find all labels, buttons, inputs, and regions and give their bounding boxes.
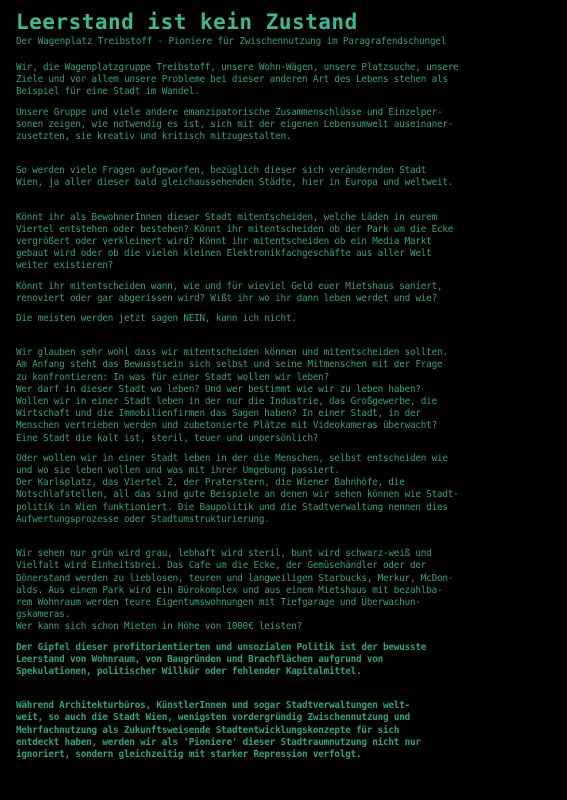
paragraph-vacancy: Der Gipfel dieser profitorientierten und unsozialen Politik ist der bewusste Leerstand von Wohnraum, von Baugründen und Brachflächen aufgrund von Spekulationen, politischer Willkür oder fehlender Kapitalmittel.: [16, 641, 427, 677]
spacer: [16, 526, 556, 548]
spacer: [16, 143, 556, 165]
spacer: [16, 445, 556, 453]
paragraph-pioneers: Während Architekturbüros, KünstlerInnen und sogar Stadtverwaltungen welt- weit, so auch die Stadt Wien, wenigsten vordergründig Zwischennutzung und Mehrfachnutzung als Zukunftsweisende Stadtentwicklungskonzepte für sich entdeckt haben, werden wir als 'Pioniere' dieser Stadtraumnutzung nicht nur ignoriert, sondern gleichzeitig mit starker Repression verfolgt.: [16, 700, 421, 760]
paragraph-group: Unsere Gruppe und viele andere emanzipatorische Zusammenschlüsse und Einzelper- sonen zeigen, wie notwendig es ist, sich mit der eigenen Lebensumwelt auseinaner- zusetzten, sie kreativ und kritisch mitzugestalten.: [16, 106, 454, 143]
spacer: [16, 325, 556, 347]
paragraph-or: Oder wollen wir in einer Stadt leben in der die Menschen, selbst entscheiden wie und wo sie leben wollen und was mit ihrer Umgebung passiert. Der Karlsplatz, das Viertel 2, der Praterstern, die Wiener Bahnhöfe, die Notschlafstellen, all das sind gute Beispiele an denen wir sehen können wie Stadt- politik in Wien funktioniert. Die Baupolitik und die Stadtverwaltung nennen dies Aufwertungsprozesse oder Stadtumstrukturierung.: [16, 452, 459, 525]
spacer: [16, 273, 556, 281]
spacer: [16, 305, 556, 313]
paragraph-decide-shops: Könnt ihr als BewohnerInnen dieser Stadt mitentscheiden, welche Läden in eurem Viertel entstehen oder bestehen? Könnt ihr mitentscheiden ob der Park um die Ecke vergrößert oder verkleinert wird? Könnt ihr mitentscheiden ob ein Media Markt gebaut wird oder ob die vielen kleinen Elektronikfachgeschäfte aus aller Welt weiter existieren?: [16, 211, 454, 272]
page-title: Leerstand ist kein Zustand: [16, 10, 358, 34]
paragraph-intro: Wir, die Wagenplatzgruppe Treibstoff, unsere Wohn-Wägen, unsere Platzsuche, unsere Ziele und vor allem unsere Probleme bei dieser anderen Art des Lebens stehen als Beispiel für eine Stadt im Wandel.: [16, 62, 459, 98]
spacer: [16, 634, 556, 642]
spacer: [16, 190, 556, 212]
spacer: [16, 48, 556, 62]
document-page: [16, 10, 556, 761]
paragraph-green-grey: Wir sehen nur grün wird grau, lebhaft wird steril, bunt wird schwarz-weiß und Vielfalt wird Einheitsbrei. Das Cafe um die Ecke, der Gemüsehändler oder der Dönerstand werden zu lieblosen, teuren und langweiligen Starbucks, Merkur, McDon- alds. Aus einem Park wird ein Bürokomplex und aus einem Mietshaus mit bezahlba- rem Wohnraum werden teure Eigentumswohnungen mit Tiefgarage und Überwachun- gskameras. Wer kann sich schon Mieten in Höhe von 1000€ leisten?: [16, 548, 454, 633]
paragraph-questions: So werden viele Fragen aufgeworfen, bezüglich dieser sich verändernden Stadt Wien, ja aller dieser bald gleichaussehenden Städte, hier in Europa und weltweit.: [16, 165, 454, 189]
spacer: [16, 678, 556, 700]
paragraph-decide-housing: Könnt ihr mitentscheiden wann, wie und für wieviel Geld euer Mietshaus saniert, renoviert oder gar abgerissen wird? Wißt ihr wo ihr dann leben werdet und wie?: [16, 280, 443, 304]
spacer: [16, 99, 556, 107]
paragraph-we-believe: Wir glauben sehr wohl dass wir mitentscheiden können und mitentscheiden sollten. Am Anfang steht das Bewusstsein sich selbst und seine Mitmenschen mit der Frage zu konfrontieren: In was für einer Stadt wollen wir leben? Wer darf in dieser Stadt wo leben? Und wer bestimmt wie wir zu leben haben? Wollen wir in einer Stadt leben in der nur die Industrie, das Großgewerbe, die Wirtschaft und die Immobilienfirmen das Sagen haben? In einer Stadt, in der Menschen vertrieben werden und zubetonierte Plätze mit Videokameras überwacht? Eine Stadt die kalt ist, steril, teuer und unpersönlich?: [16, 347, 448, 444]
paragraph-no: Die meisten werden jetzt sagen NEIN, kann ich nicht.: [16, 313, 297, 325]
page-subtitle: Der Wagenplatz Treibstoff - Pioniere für Zwischennutzung im Paragrafendschungel: [16, 36, 447, 47]
